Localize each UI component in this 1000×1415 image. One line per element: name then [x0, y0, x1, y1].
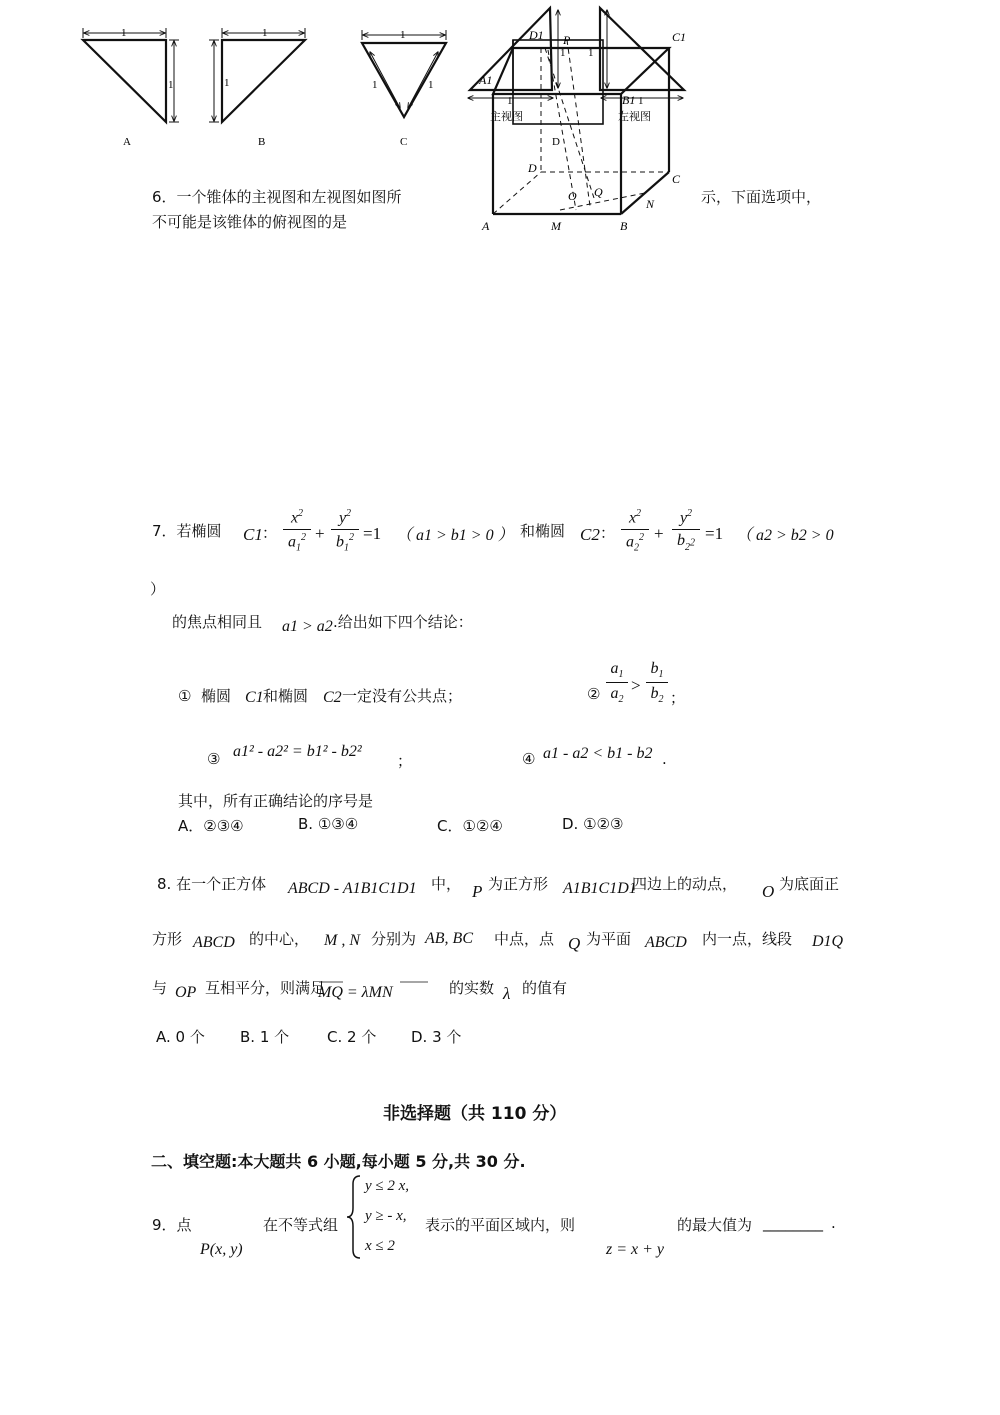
label-a1: A1	[479, 73, 493, 87]
q8-line1-b: 中，	[431, 875, 462, 893]
q9-text-b: 表示的平面区域内，则	[425, 1216, 576, 1234]
q8-line3-a: 与	[152, 979, 168, 997]
q9-end: .	[831, 1214, 836, 1232]
q7-cond2: （ a2 > b2 > 0	[736, 527, 834, 544]
q9-ineq-2: y ≥ - x,	[365, 1208, 407, 1224]
q7-answer-a[interactable]: A．②③④	[178, 817, 244, 835]
label-q: Q	[594, 185, 603, 199]
q7-line2-b: .给出如下四个结论：	[333, 613, 473, 631]
q8-top-face: A1B1C1D1	[563, 880, 637, 897]
q7-line2-cond: a1 > a2	[282, 618, 333, 635]
q6-number: 6．	[152, 188, 177, 206]
q9-text-a: 在不等式组	[263, 1216, 339, 1234]
q7-concl4-num: ④	[522, 750, 536, 768]
q9-ineq-3: x ≤ 2	[365, 1238, 395, 1254]
label-o: O	[568, 189, 577, 203]
q6-text-tail: 示，下面选项中，	[701, 188, 822, 206]
q9-ineq-1: y ≤ 2 x,	[365, 1178, 410, 1194]
option-c-dim-right: 1	[428, 79, 434, 91]
q7-concl1-num: ①	[178, 687, 192, 705]
q8-line2-c: 分别为	[371, 930, 417, 948]
q7-frac-b1-b2: $b_1$ $b_2$	[646, 660, 668, 705]
q8-answer-c[interactable]: C. 2 个	[327, 1028, 377, 1046]
q9-number: 9．点	[152, 1216, 192, 1234]
q8-answer-d[interactable]: D. 3 个	[411, 1028, 462, 1046]
q7-concl3-tail: ；	[397, 752, 413, 770]
q7-c2: C2	[580, 525, 600, 544]
q8-mn: M , N	[324, 932, 360, 949]
front-dim: 1	[507, 95, 513, 107]
label-c: C	[672, 172, 681, 186]
q7-frac-x-a1: $x^2$ $a_1^2$	[283, 508, 311, 554]
q6-text-line1: 一个锥体的主视图和左视图如图所	[176, 188, 402, 206]
q8-answer-b[interactable]: B. 1 个	[240, 1028, 290, 1046]
q7-concl1-text-a: 椭圆	[201, 687, 232, 705]
q8-p: P	[472, 882, 483, 901]
q8-line2-d: 中点，点	[494, 930, 555, 948]
part2-subheading: 二、填空题:本大题共 6 小题,每小题 5 分,共 30 分.	[151, 1152, 526, 1171]
q7-concl1-text-b: 和椭圆	[263, 687, 309, 705]
front-height-dim: 1	[560, 47, 566, 59]
q8-op: OP	[175, 984, 197, 1001]
label-d: D	[528, 161, 537, 175]
q9-text-c: 的最大值为	[677, 1216, 753, 1234]
q9-zexpr: z = x + y	[606, 1241, 665, 1258]
option-a-dim-right: 1	[168, 79, 174, 91]
q8-line1-c: 为正方形	[488, 875, 549, 893]
q7-intro	[152, 520, 222, 541]
q7-eq2: =1	[705, 524, 724, 543]
side-view-label: 左视图	[618, 111, 651, 123]
q7-cond1: （ a1 > b1 > 0 ）	[396, 527, 514, 544]
option-a-figure	[83, 27, 179, 148]
option-b-dim-left: 1	[224, 77, 230, 89]
label-m: M	[551, 219, 561, 233]
q7-eq1: =1	[363, 524, 382, 543]
q6-line1	[152, 186, 402, 207]
q7-prompt: 其中，所有正确结论的序号是	[178, 792, 374, 810]
label-a: A	[482, 219, 490, 233]
q9-answer-blank[interactable]: ________	[763, 1214, 823, 1232]
label-p: P	[563, 33, 571, 47]
q7-concl1	[178, 685, 231, 706]
q7-frac-y-b1: $y^2$ $b_1^2$	[331, 508, 359, 554]
q6-figures	[0, 0, 1000, 240]
side-height-dim: 1	[588, 47, 594, 59]
q7-concl4-expr: a1 - a2 < b1 - b2	[543, 745, 653, 762]
option-a-label: A	[123, 136, 131, 148]
q7-concl1-text-c: 一定没有公共点；	[342, 687, 463, 705]
option-b-label: B	[258, 136, 266, 148]
q8-cube: ABCD - A1B1C1D1	[288, 880, 417, 897]
q7-concl1-c1: C1	[245, 689, 264, 706]
q7-intro-text: 若椭圆	[176, 522, 222, 540]
q7-answer-d[interactable]: D. ①②③	[562, 815, 624, 833]
q8-line2-a: 方形	[152, 930, 183, 948]
q7-concl2-tail: ；	[670, 689, 686, 707]
q7-number: 7．	[152, 522, 177, 540]
q8-line2-f: 内一点，线段	[702, 930, 793, 948]
q8-vec-eq: MQ = λMN	[318, 984, 393, 1001]
option-b-figure	[209, 27, 305, 148]
q7-answer-c[interactable]: C．①②④	[437, 817, 503, 835]
q7-colon2: ：	[600, 524, 616, 542]
q9-point: P(x, y)	[200, 1241, 243, 1258]
part2-heading: 非选择题（共 110 分）	[383, 1104, 567, 1124]
q7-answer-b[interactable]: B. ①③④	[298, 815, 359, 833]
q7-concl4-tail: .	[662, 750, 667, 768]
option-d-label: D	[552, 136, 560, 148]
q8-line2-b: 的中心，	[249, 930, 310, 948]
q7-and: 和椭圆	[520, 522, 566, 540]
q7-concl1-c2: C2	[323, 689, 342, 706]
label-n: N	[646, 197, 655, 211]
q8-line3-d: 的值有	[522, 979, 568, 997]
q8-base: ABCD	[193, 934, 235, 951]
q8-q: Q	[568, 934, 581, 953]
label-d1: D1	[529, 28, 544, 42]
q7-concl3-num: ③	[207, 750, 221, 768]
label-c1: C1	[672, 30, 687, 44]
side-dim: 1	[638, 95, 644, 107]
option-a-dim-top: 1	[121, 27, 127, 39]
q8-plane: ABCD	[645, 934, 687, 951]
option-b-dim-top: 1	[262, 27, 268, 39]
q8-o: O	[762, 882, 775, 901]
q7-frac-a1-a2: $a_1$ $a_2$	[606, 660, 628, 705]
q8-line1-e: 为底面正	[779, 875, 840, 893]
q8-line3-b: 互相平分，则满足	[205, 979, 326, 997]
option-c-dim-left: 1	[372, 79, 378, 91]
q8-abbc: AB, BC	[425, 930, 473, 947]
q8-line1-d: 四边上的动点，	[632, 875, 738, 893]
q7-c1: C1	[243, 525, 263, 544]
q7-frac-y-b2: $y^2$ $b_{2^2}$	[672, 508, 700, 553]
q6-text-line2: 不可能是该锥体的俯视图的是	[152, 213, 348, 231]
q8-line1-a: 8. 在一个正方体	[157, 875, 267, 893]
q7-concl2-num: ②	[587, 685, 601, 703]
label-b: B	[620, 219, 628, 233]
q8-line3-c: 的实数	[449, 979, 495, 997]
q8-answer-a[interactable]: A. 0 个	[156, 1028, 205, 1046]
q8-lambda: λ	[503, 984, 511, 1003]
q8-d1q: D1Q	[812, 933, 844, 950]
q7-concl3-expr: a1² - a2² = b1² - b2²	[233, 743, 362, 760]
q7-colon1: ：	[262, 524, 278, 542]
option-c-figure	[362, 29, 446, 148]
option-c-label: C	[400, 136, 408, 148]
label-b1: B1	[622, 93, 636, 107]
q7-frac-x-a2: $x^2$ $a_2^2$	[621, 508, 649, 554]
q8-line2-e: 为平面	[586, 930, 632, 948]
front-view-label: 主视图	[490, 111, 523, 123]
option-c-dim-top: 1	[400, 29, 406, 41]
q7-line2-a: 的焦点相同且	[172, 613, 263, 631]
cube-figure	[493, 40, 669, 214]
q7-paren-close: ）	[150, 580, 166, 598]
